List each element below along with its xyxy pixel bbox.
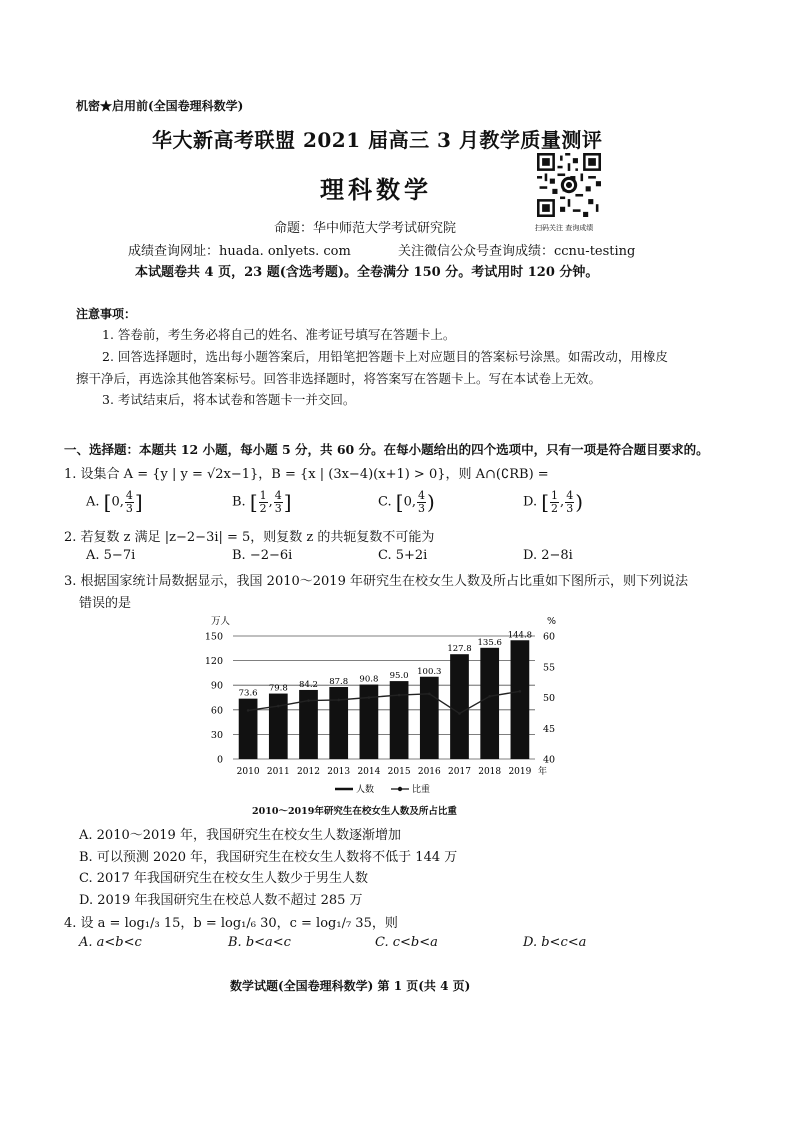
question-3-stem: 3. 根据国家统计局数据显示，我国 2010～2019 年研究生在校女生人数及所占比重如下图所示，则下列说法 <box>64 574 688 589</box>
q4-option-b: B. b<a<c <box>228 935 291 950</box>
wechat-line: 关注微信公众号查询成绩：ccnu-testing <box>398 244 636 259</box>
q3-option-d: D. 2019 年我国研究生在校总人数不超过 285 万 <box>79 893 363 908</box>
bar-value-label: 84.2 <box>299 679 318 690</box>
y-right-tick-label: 50 <box>543 693 556 704</box>
q1-option-b: B. [ $\frac{1}{2}$ , $\frac{4}{3}$ ] <box>232 489 292 515</box>
y-left-tick-label: 120 <box>204 656 223 668</box>
x-tick-label: 2019 <box>508 767 532 777</box>
ratio-point <box>519 690 522 693</box>
q2-option-b: B. −2−6i <box>232 548 293 563</box>
bar-value-label: 95.0 <box>389 671 409 682</box>
notice-item: 擦干净后，再选涂其他答案标号。回答非选择题时，将答案写在答题卡上。写在本试卷上无效。 <box>76 371 602 386</box>
notice-item: 3. 考试结束后，将本试卷和答题卡一并交回。 <box>102 392 356 407</box>
chart-bar <box>480 648 499 759</box>
ratio-point <box>428 693 431 696</box>
notice-item: 1. 答卷前，考生务必将自己的姓名、准考证号填写在答题卡上。 <box>102 327 456 342</box>
x-tick-label: 2013 <box>327 767 351 777</box>
y-right-tick-label: 40 <box>543 754 556 766</box>
chart-bar <box>511 640 530 759</box>
q4-option-c: C. c<b<a <box>375 935 438 950</box>
x-tick-label: 2016 <box>417 767 441 777</box>
notice-title: 注意事项： <box>76 307 137 321</box>
bar-value-label: 90.8 <box>359 674 379 685</box>
score-site: 成绩查询网址：huada. onlyets. com <box>128 244 351 259</box>
question-3-stem-2: 错误的是 <box>79 596 132 611</box>
q2-option-d: D. 2−8i <box>523 548 573 563</box>
q2-option-c: C. 5+2i <box>378 548 428 563</box>
bar-value-label: 79.8 <box>268 683 288 694</box>
chart-bar <box>420 677 439 759</box>
y-left-tick-label: 90 <box>210 680 223 692</box>
notice-item: 2. 回答选择题时，选出每小题答案后，用铅笔把答题卡上对应题目的答案标号涂黑。如需改动，用橡皮 <box>102 349 668 364</box>
question-4-stem: 4. 设 a = log₁/₃ 15，b = log₁/₆ 30，c = log₁/₇ 35，则 <box>64 916 398 931</box>
chart-bar <box>360 685 379 759</box>
q1-option-d: D. [ $\frac{1}{2}$ , $\frac{4}{3}$ ) <box>523 489 583 515</box>
page-footer: 数学试题(全国卷理科数学) 第 1 页(共 4 页) <box>230 979 471 993</box>
legend-line-marker <box>398 787 402 791</box>
y-right-tick-label: 55 <box>543 662 556 674</box>
q3-option-b: B. 可以预测 2020 年，我国研究生在校女生人数将不低于 144 万 <box>79 850 458 865</box>
q1-option-c: C. [0, $\frac{4}{3}$ ) <box>378 489 435 515</box>
chart-bar <box>450 654 469 759</box>
q4-option-a: A. a<b<c <box>79 935 142 950</box>
ratio-point <box>337 699 340 702</box>
q1-option-a: A. [0, $\frac{4}{3}$ ] <box>86 489 143 515</box>
y-right-tick-label: 60 <box>543 631 556 643</box>
ratio-point <box>368 696 371 699</box>
bar-value-label: 87.8 <box>329 677 349 688</box>
author-line: 命题：华中师范大学考试研究院 <box>274 221 457 236</box>
subject-title: 理科数学 <box>320 175 432 204</box>
x-unit: 年 <box>538 767 548 777</box>
ratio-point <box>307 699 310 702</box>
x-tick-label: 2018 <box>478 767 502 777</box>
ratio-point <box>247 709 250 712</box>
question-2-stem: 2. 若复数 z 满足 |z−2−3i| = 5，则复数 z 的共轭复数不可能为 <box>64 530 435 545</box>
exam-title: 华大新高考联盟 2021 届高三 3 月教学质量测评 <box>152 128 603 152</box>
chart-bar <box>269 694 288 759</box>
x-tick-label: 2015 <box>387 767 411 777</box>
x-tick-label: 2010 <box>236 767 260 777</box>
bar-value-label: 127.8 <box>447 644 472 655</box>
bar-line-chart <box>195 614 575 819</box>
q2-option-a: A. 5−7i <box>86 548 136 563</box>
q4-option-d: D. b<c<a <box>523 935 587 950</box>
x-tick-label: 2012 <box>297 767 320 777</box>
y-left-tick-label: 150 <box>204 631 223 643</box>
question-1-stem: 1. 设集合 A = {y | y = √2x−1}，B = {x | (3x−4)(x+1) > 0}，则 A∩(∁RB) = <box>64 467 549 482</box>
chart-title: 2010～2019年研究生在校女生人数及所占比重 <box>252 806 457 817</box>
qr-code-icon <box>537 153 601 217</box>
bar-value-label: 135.6 <box>477 637 502 648</box>
chart-bar <box>239 699 258 759</box>
y-right-unit: % <box>547 616 557 627</box>
x-tick-label: 2014 <box>357 767 381 777</box>
y-left-tick-label: 30 <box>210 729 223 741</box>
section-heading: 一、选择题：本题共 12 小题，每小题 5 分，共 60 分。在每小题给出的四个选项中，只有一项是符合题目要求的。 <box>64 442 709 457</box>
legend-bar-label: 人数 <box>356 785 375 795</box>
legend-line-label: 比重 <box>412 785 431 795</box>
q3-option-a: A. 2010～2019 年，我国研究生在校女生人数逐渐增加 <box>79 828 401 843</box>
chart-bar <box>329 687 348 759</box>
qr-caption: 扫码关注 查询成绩 <box>535 224 594 232</box>
x-tick-label: 2011 <box>266 767 290 777</box>
ratio-point <box>488 695 491 698</box>
ratio-point <box>398 694 401 697</box>
y-left-tick-label: 60 <box>210 705 223 717</box>
chart-bar <box>390 681 409 759</box>
ratio-point <box>277 705 280 708</box>
y-left-tick-label: 0 <box>216 754 223 766</box>
q3-option-c: C. 2017 年我国研究生在校女生人数少于男生人数 <box>79 871 368 886</box>
secret-label: 机密★启用前(全国卷理科数学) <box>76 99 244 113</box>
bar-value-label: 100.3 <box>417 666 442 677</box>
bar-value-label: 144.8 <box>507 630 533 641</box>
x-tick-label: 2017 <box>448 767 471 777</box>
exam-info: 本试题卷共 4 页，23 题(含选考题)。全卷满分 150 分。考试用时 120 分钟。 <box>135 265 599 280</box>
bar-value-label: 73.6 <box>238 688 258 699</box>
y-left-unit: 万人 <box>211 616 231 627</box>
y-right-tick-label: 45 <box>543 723 556 735</box>
ratio-point <box>458 712 461 715</box>
